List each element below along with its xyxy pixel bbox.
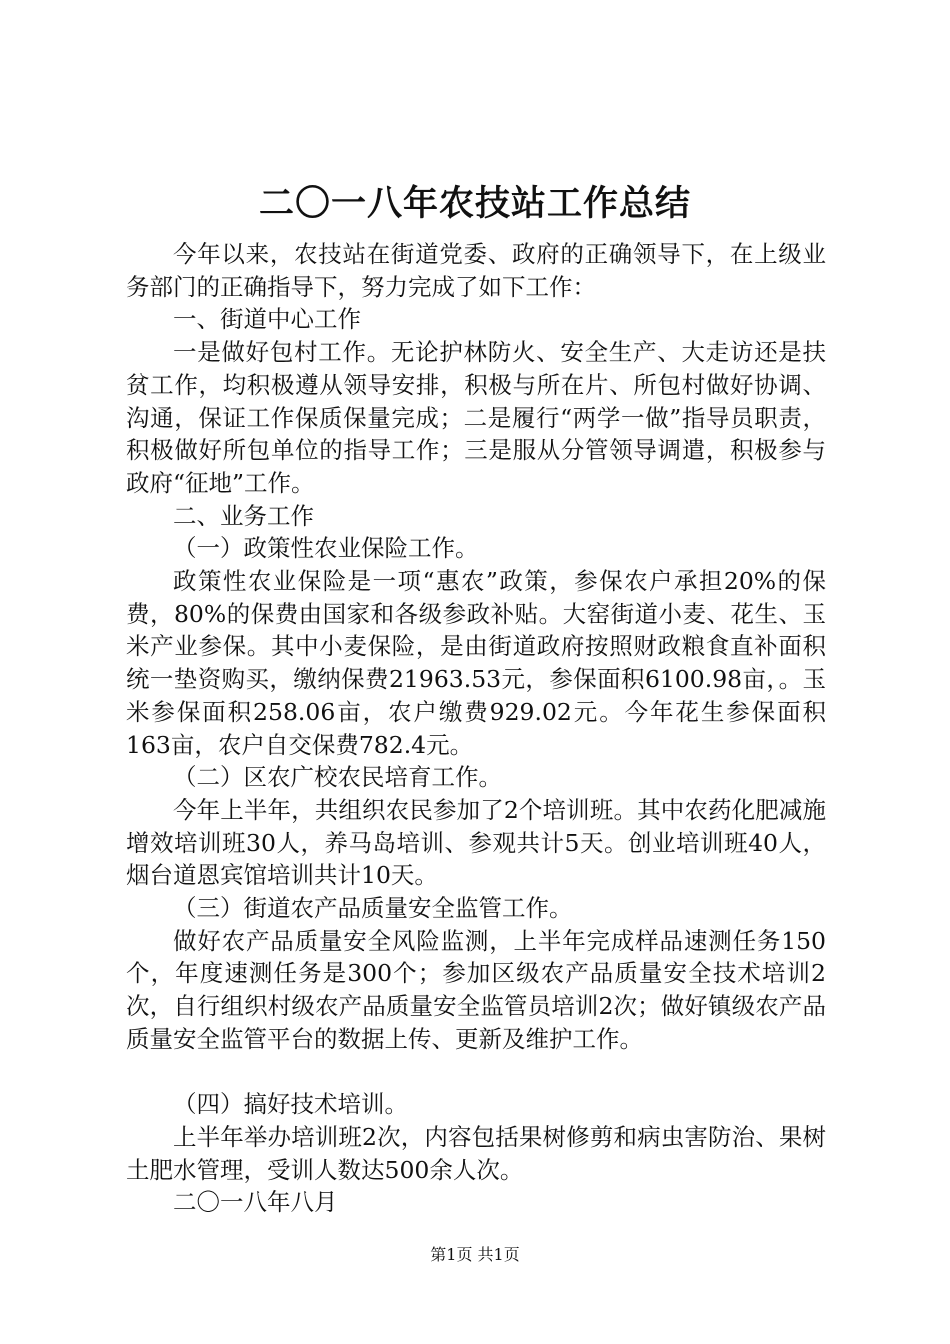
subheading-technical-training: （四）搞好技术培训。 — [173, 1090, 408, 1119]
document-title: 二〇一八年农技站工作总结 — [258, 183, 691, 224]
section-heading-street-work: 一、街道中心工作 — [173, 305, 361, 334]
farmer-training-paragraph: 今年上半年，共组织农民参加了2个培训班。其中农药化肥减施增效培训班30人，养马岛培训、参观共计5天。创业培训班40人，烟台道恩宾馆培训共计10天。 — [126, 795, 826, 890]
document-body — [126, 238, 826, 1219]
insurance-paragraph: 政策性农业保险是一项“惠农”政策，参保农户承担20%的保费，80%的保费由国家和各级参政补贴。大窑街道小麦、花生、玉米产业参保。其中小麦保险，是由街道政府按照财政粮食直补面积统一垫资购买，缴纳保费21963.53元，参保面积6100.98亩，。玉米参保面积258.06亩，农户缴费929.02元。今年花生参保面积163亩，农户自交保费782.4元。 — [126, 567, 826, 759]
page-number-footer: 第1页 共1页 — [430, 1245, 520, 1264]
intro-paragraph: 今年以来，农技站在街道党委、政府的正确领导下，在上级业务部门的正确指导下，努力完成了如下工作： — [126, 240, 826, 301]
document-date: 二〇一八年八月 — [173, 1188, 338, 1217]
subheading-quality-supervision: （三）街道农产品质量安全监管工作。 — [173, 894, 573, 923]
technical-training-paragraph: 上半年举办培训班2次，内容包括果树修剪和病虫害防治、果树土肥水管理，受训人数达500余人次。 — [126, 1122, 826, 1184]
quality-supervision-paragraph: 做好农产品质量安全风险监测，上半年完成样品速测任务150个，年度速测任务是300个；参加区级农产品质量安全技术培训2次，自行组织村级农产品质量安全监管员培训2次；做好镇级农产品质量安全监管平台的数据上传、更新及维护工作。 — [126, 926, 826, 1053]
subheading-insurance: （一）政策性农业保险工作。 — [173, 534, 479, 563]
street-work-paragraph: 一是做好包村工作。无论护林防火、安全生产、大走访还是扶贫工作，均积极遵从领导安排，积极与所在片、所包村做好协调、沟通，保证工作保质保量完成；二是履行“两学一做”指导员职责，积极做好所包单位的指导工作；三是服从分管领导调遣，积极参与政府“征地”工作。 — [126, 338, 826, 497]
subheading-farmer-training: （二）区农广校农民培育工作。 — [173, 763, 502, 792]
section-heading-business-work: 二、业务工作 — [173, 501, 314, 530]
